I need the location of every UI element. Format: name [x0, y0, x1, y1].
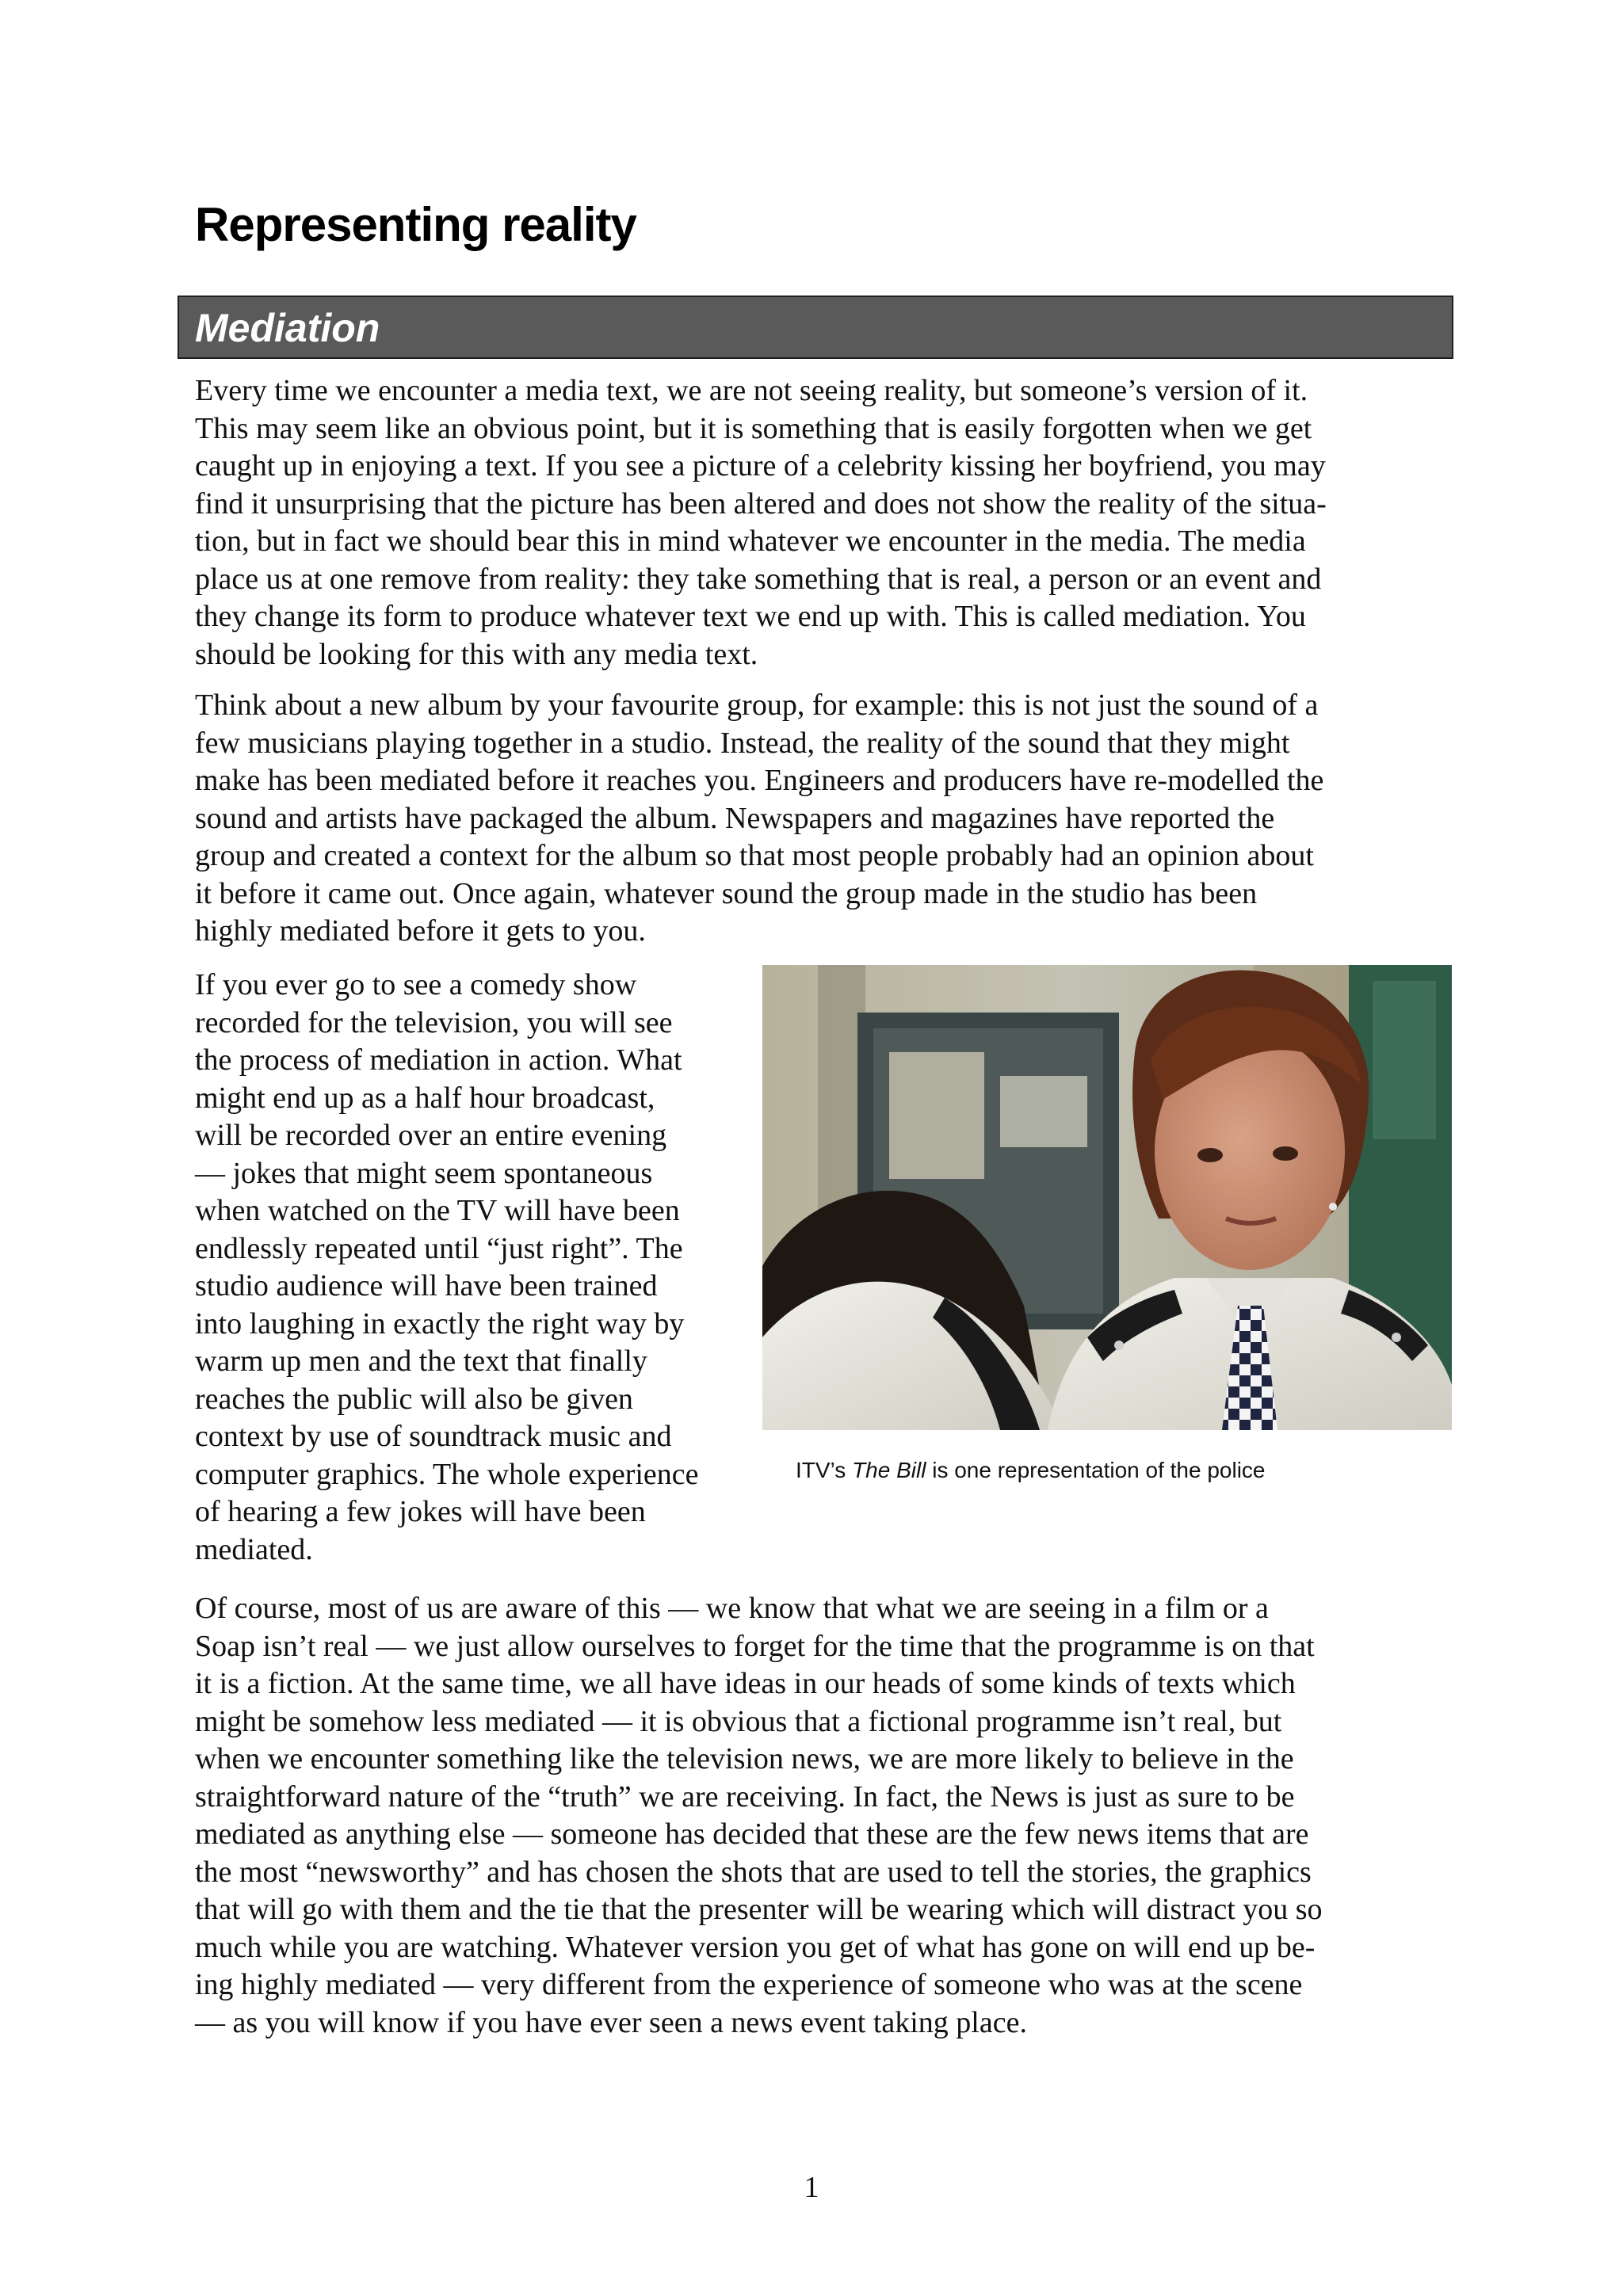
text-line: make has been mediated before it reaches you. Engineers and producers have re-modelled the — [195, 764, 1324, 797]
text-line: endlessly repeated until “just right”. The — [195, 1231, 683, 1265]
text-line: might end up as a half hour broadcast, — [195, 1081, 655, 1115]
text-line: tion, but in fact we should bear this in mind whatever we encounter in the media. The media — [195, 524, 1306, 558]
text-line: Of course, most of us are aware of this — we know that what we are seeing in a film or a — [195, 1592, 1269, 1625]
text-line: highly mediated before it gets to you. — [195, 914, 646, 948]
text-line: warm up men and the text that finally — [195, 1344, 647, 1378]
text-line: Every time we encounter a media text, we are not seeing reality, but someone’s version of it. — [195, 374, 1308, 407]
text-line: few musicians playing together in a studio. Instead, the reality of the sound that they might — [195, 726, 1290, 760]
text-line: studio audience will have been trained — [195, 1269, 658, 1302]
page-title: Representing reality — [195, 198, 636, 251]
text-line: when watched on the TV will have been — [195, 1194, 680, 1227]
text-line: This may seem like an obvious point, but it is something that is easily forgotten when we get — [195, 411, 1312, 445]
paragraph-intro — [195, 372, 1327, 673]
section-heading: Mediation — [195, 306, 380, 350]
paragraph-news — [195, 1590, 1323, 2042]
text-line: will be recorded over an entire evening — [195, 1119, 667, 1152]
text-line: when we encounter something like the television news, we are more likely to believe in the — [195, 1742, 1294, 1775]
page-number: 1 — [804, 2171, 819, 2204]
text-line: Think about a new album by your favourite group, for example: this is not just the sound of a — [195, 688, 1319, 722]
caption-suffix: is one representation of the police — [926, 1458, 1266, 1482]
text-line: might be somehow less mediated — it is obvious that a fictional programme isn’t real, but — [195, 1704, 1282, 1738]
text-line: of hearing a few jokes will have been — [195, 1495, 646, 1528]
tv-still-photo — [762, 965, 1452, 1430]
text-line: group and created a context for the album so that most people probably had an opinion about — [195, 839, 1314, 872]
text-line: mediated as anything else — someone has decided that these are the few news items that are — [195, 1817, 1309, 1851]
text-line: Soap isn’t real — we just allow ourselves to forget for the time that the programme is on that — [195, 1629, 1315, 1663]
text-line: caught up in enjoying a text. If you see a picture of a celebrity kissing her boyfriend, you may — [195, 449, 1326, 482]
text-line: should be looking for this with any media text. — [195, 637, 758, 671]
text-line: recorded for the television, you will see — [195, 1005, 673, 1039]
figure-caption — [796, 1456, 1266, 1485]
text-line: sound and artists have packaged the album. Newspapers and magazines have reported the — [195, 801, 1275, 835]
text-line: mediated. — [195, 1532, 313, 1566]
text-line: it before it came out. Once again, whatever sound the group made in the studio has been — [195, 876, 1258, 910]
paragraph-comedy — [195, 967, 699, 1569]
text-line: they change its form to produce whatever text we end up with. This is called mediation. You — [195, 600, 1306, 633]
text-line: If you ever go to see a comedy show — [195, 968, 637, 1001]
caption-programme-title: The Bill — [852, 1458, 926, 1482]
text-line: it is a fiction. At the same time, we all have ideas in our heads of some kinds of texts which — [195, 1667, 1296, 1700]
text-line: — jokes that might seem spontaneous — [195, 1156, 653, 1190]
caption-prefix: ITV’s — [796, 1458, 853, 1482]
section-heading-bar — [178, 296, 1453, 359]
text-line: the most “newsworthy” and has chosen the shots that are used to tell the stories, the graphics — [195, 1855, 1312, 1889]
text-line: — as you will know if you have ever seen a news event taking place. — [195, 2005, 1027, 2039]
text-line: much while you are watching. Whatever version you get of what has gone on will end up be- — [195, 1930, 1316, 1964]
text-line: reaches the public will also be given — [195, 1382, 633, 1416]
text-line: context by use of soundtrack music and — [195, 1420, 672, 1453]
paragraph-album — [195, 687, 1323, 951]
text-line: computer graphics. The whole experience — [195, 1457, 699, 1491]
text-line: find it unsurprising that the picture has been altered and does not show the reality of the situa- — [195, 486, 1327, 521]
text-line: the process of mediation in action. What — [195, 1043, 682, 1077]
text-line: into laughing in exactly the right way by — [195, 1306, 685, 1341]
text-line: straightforward nature of the “truth” we are receiving. In fact, the News is just as sure to be — [195, 1779, 1295, 1814]
text-line: place us at one remove from reality: they take something that is real, a person or an event and — [195, 562, 1322, 596]
text-line: that will go with them and the tie that the presenter will be wearing which will distract you so — [195, 1893, 1323, 1926]
text-line: ing highly mediated — very different from the experience of someone who was at the scene — [195, 1968, 1303, 2001]
